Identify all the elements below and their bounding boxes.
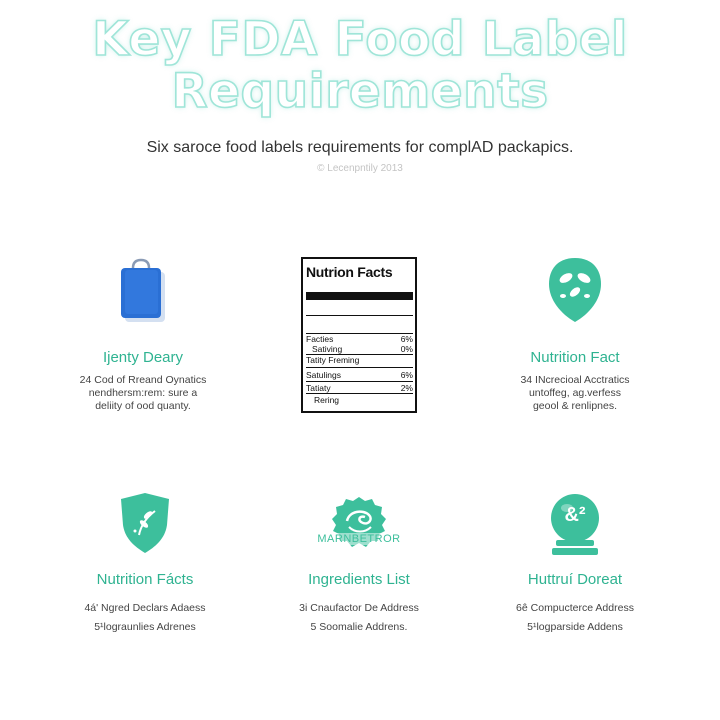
panel-row	[306, 334, 413, 344]
card-description	[33, 374, 253, 413]
row-label: Rering	[314, 395, 340, 405]
card-nutrition-fact	[465, 250, 685, 420]
thick-rule	[306, 292, 413, 300]
row-value: 6%	[400, 370, 413, 380]
rule	[306, 333, 413, 334]
clipboard-icon	[113, 256, 173, 326]
title-line-2: Requirements	[171, 64, 549, 119]
card-title: Nutrition Fact	[530, 349, 620, 366]
card-identity	[33, 250, 253, 420]
card-title: Nutrition Fácts	[96, 571, 194, 588]
card-line: 5¹lograunlies Adrenes	[94, 621, 196, 633]
card-description	[35, 599, 255, 637]
row-label: Tatiaty	[306, 383, 331, 393]
nutrition-facts-panel	[301, 257, 417, 413]
card-nutrition-facts	[35, 488, 255, 638]
leaf-shield-icon	[547, 256, 603, 324]
globe-text: &²	[564, 504, 586, 526]
page-subtitle: Six saroce food labels requirements for complAD packapics.	[146, 139, 574, 156]
panel-row	[306, 355, 413, 365]
card-line: deliity of ood quanty.	[95, 400, 191, 412]
card-line: 34 INcrecioal Acctratics	[520, 374, 630, 386]
card-description	[249, 599, 469, 637]
panel-row	[306, 344, 413, 354]
row-value: 6%	[400, 334, 413, 344]
card-title: Ingredients List	[308, 571, 410, 588]
card-line: 24 Cod of Rreand Oynatics	[79, 374, 207, 386]
rule	[306, 315, 413, 316]
card-line: 5 Soomalie Addrens.	[310, 621, 408, 633]
seal-text: MARNBETROR	[299, 533, 419, 545]
panel-title: Nutrion Facts	[306, 264, 393, 280]
row-label: Satulings	[306, 370, 341, 380]
card-description	[465, 599, 685, 637]
row-label: Sativing	[312, 344, 343, 354]
card-ingredients-list	[249, 488, 469, 638]
card-line: 4á' Ngred Declars Adaess	[84, 602, 206, 614]
card-line: 5¹logparside Addens	[527, 621, 623, 633]
allergen-globe-icon	[548, 492, 602, 558]
title-line-1: Key FDA Food Label	[92, 12, 628, 67]
panel-row	[306, 383, 413, 393]
card-line: nendhersm:rem: sure a	[88, 387, 198, 399]
row-value: 2%	[400, 383, 413, 393]
copyright-note: © Lecenpntily 2013	[317, 163, 403, 174]
panel-row	[306, 370, 413, 380]
panel-row	[306, 395, 413, 405]
rule	[306, 367, 413, 368]
seal-icon	[299, 493, 419, 553]
rule	[306, 393, 413, 394]
card-description	[465, 374, 685, 413]
card-line: geool & renlipnes.	[532, 400, 618, 412]
row-label: Facties	[306, 334, 334, 344]
card-title: Ijenty Deary	[102, 349, 184, 366]
page-title	[0, 14, 720, 118]
card-line: untoffeg, ag.verfess	[528, 387, 622, 399]
row-value: 0%	[400, 344, 413, 354]
shield-leaf-icon	[117, 491, 173, 555]
card-title: Huttruí Doreat	[527, 571, 623, 588]
card-line: 3i Cnaufactor De Address	[299, 602, 419, 614]
card-line: 6ê Compucterce Address	[516, 602, 634, 614]
card-allergen	[465, 488, 685, 638]
rule	[306, 381, 413, 382]
row-label: Tatity Freming	[306, 355, 360, 365]
